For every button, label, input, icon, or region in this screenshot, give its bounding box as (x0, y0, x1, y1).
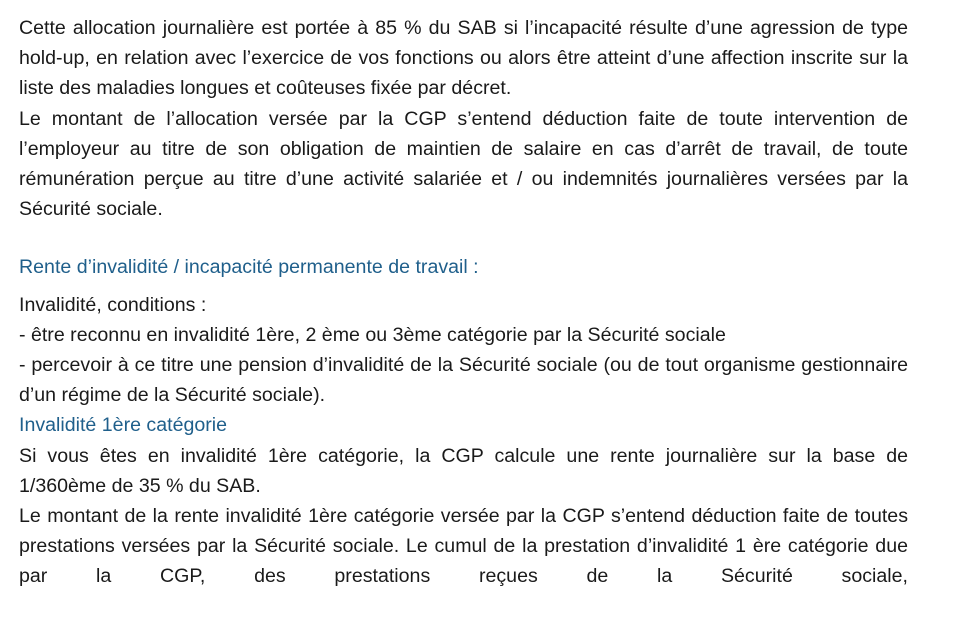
section-spacer (19, 224, 908, 252)
paragraph-montant-rente: Le montant de la rente invalidité 1ère catégorie versée par la CGP s’entend déduction faite de toutes prestations versées par la Sécurité sociale. Le cumul de la prestation d’invalidité 1 ère catégorie due par la CGP, des prestations reçues de la Sécurité sociale, (19, 505, 908, 588)
paragraph-montant-allocation: Le montant de l’allocation versée par la CGP s’entend déduction faite de toute intervention de l’employeur au titre de son obligation de maintien de salaire en cas d’arrêt de travail, de toute rémunération perçue au titre d’une activité salariée et / ou indemnités journalières versées par la Sécurité sociale. (19, 107, 908, 221)
heading-rente-invalidite: Rente d’invalidité / incapacité permanente de travail : (19, 256, 479, 279)
condition-item-2: - percevoir à ce titre une pension d’invalidité de la Sécurité sociale (ou de tout organisme gestionnaire d’un régime de la Sécurité sociale). (19, 354, 908, 407)
condition-item-1: - être reconnu en invalidité 1ère, 2 ème ou 3ème catégorie par la Sécurité sociale (19, 323, 726, 346)
conditions-title: Invalidité, conditions : (19, 293, 207, 316)
document-page (19, 13, 908, 592)
paragraph-allocation-85: Cette allocation journalière est portée à 85 % du SAB si l’incapacité résulte d’une agression de type hold-up, en relation avec l’exercice de vos fonctions ou alors être atteint d’une affection inscrite sur la liste des maladies longues et coûteuses fixée par décret. (19, 17, 908, 100)
heading-spacer (19, 283, 908, 290)
paragraph-rente-journaliere: Si vous êtes en invalidité 1ère catégorie, la CGP calcule une rente journalière sur la base de 1/360ème de 35 % du SAB. (19, 444, 908, 497)
heading-invalidite-cat1: Invalidité 1ère catégorie (19, 414, 228, 437)
